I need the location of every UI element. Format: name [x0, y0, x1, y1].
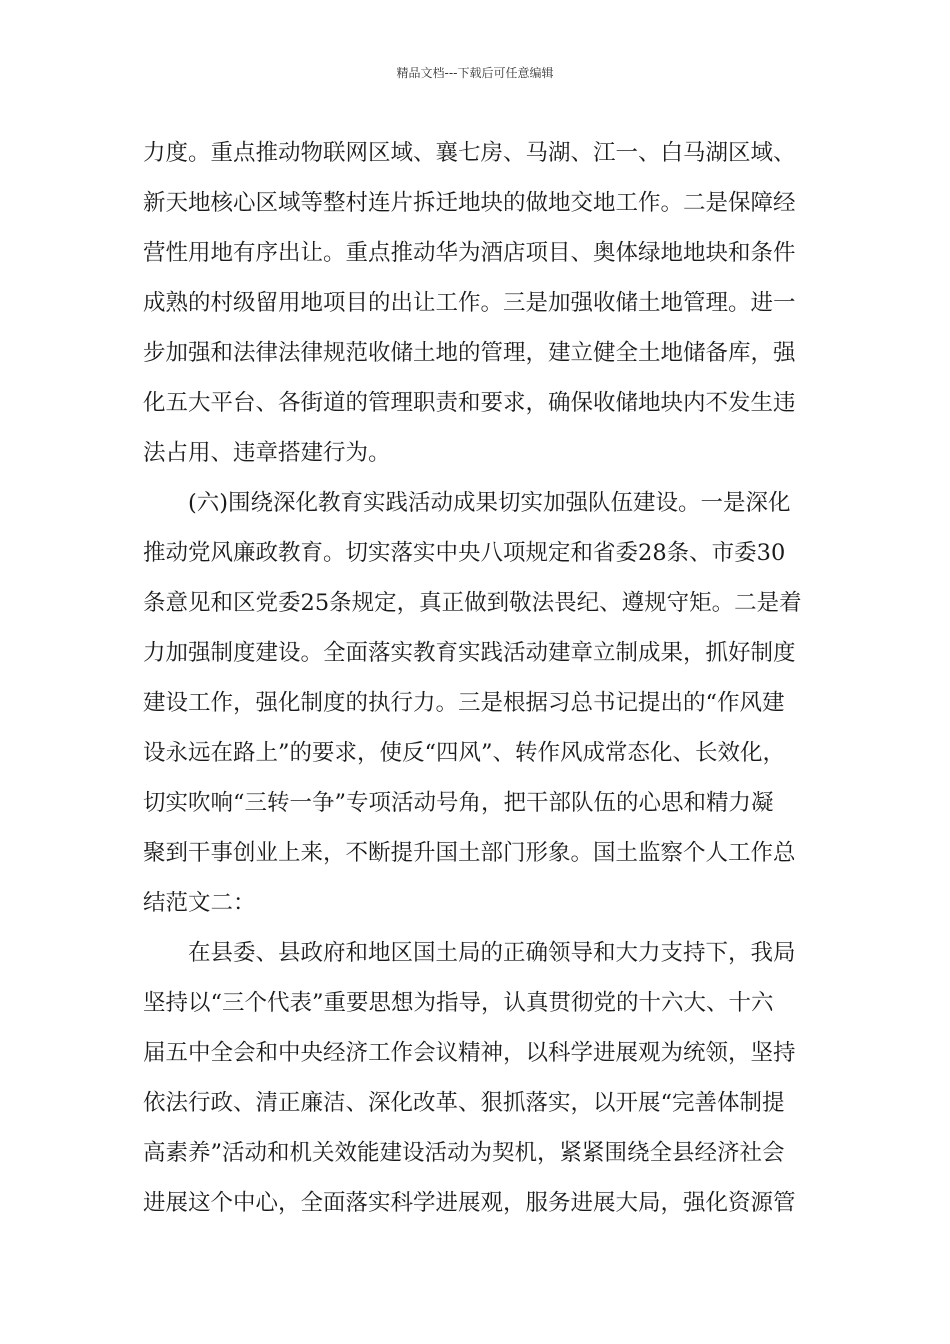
text-line: 营性用地有序出让。重点推动华为酒店项目、奥体绿地地块和条件 [143, 240, 796, 266]
text-line: 成熟的村级留用地项目的出让工作。三是加强收储土地管理。进一 [143, 290, 796, 316]
text-line: 届五中全会和中央经济工作会议精神，以科学进展观为统领，坚持 [143, 1040, 796, 1066]
text-line: 新天地核心区域等整村连片拆迁地块的做地交地工作。二是保障经 [143, 190, 796, 216]
text-line: 条意见和区党委25条规定，真正做到敬法畏纪、遵规守矩。二是着 [143, 590, 802, 616]
text-line: 聚到干事创业上来，不断提升国土部门形象。国土监察个人工作总 [143, 840, 796, 866]
text-line: 建设工作，强化制度的执行力。三是根据习总书记提出的“作风建 [143, 690, 785, 716]
text-line: 进展这个中心，全面落实科学进展观，服务进展大局，强化资源管 [143, 1190, 796, 1216]
text-line: 力度。重点推动物联网区域、襄七房、马湖、江一、白马湖区域、 [143, 140, 796, 166]
text-line: 结范文二： [143, 890, 256, 916]
page-header: 精品文档---下载后可任意编辑 [396, 66, 554, 80]
text-line: 在县委、县政府和地区国土局的正确领导和大力支持下，我局 [143, 940, 796, 966]
text-line: (六)围绕深化教育实践活动成果切实加强队伍建设。一是深化 [143, 490, 791, 516]
text-line: 设永远在路上”的要求，使反“四风”、转作风成常态化、长效化， [143, 740, 786, 766]
text-line: 力加强制度建设。全面落实教育实践活动建章立制成果，抓好制度 [143, 640, 796, 666]
text-line: 推动党风廉政教育。切实落实中央八项规定和省委28条、市委30 [143, 540, 786, 566]
text-line: 高素养”活动和机关效能建设活动为契机，紧紧围绕全县经济社会 [143, 1140, 785, 1166]
document-body [143, 128, 809, 1228]
text-line: 切实吹响“三转一争”专项活动号角，把干部队伍的心思和精力凝 [143, 790, 774, 816]
text-line: 依法行政、清正廉洁、深化改革、狠抓落实，以开展“完善体制提 [143, 1090, 785, 1116]
text-line: 化五大平台、各街道的管理职责和要求，确保收储地块内不发生违 [143, 390, 796, 416]
text-line: 坚持以“三个代表”重要思想为指导，认真贯彻党的十六大、十六 [143, 990, 774, 1016]
text-line: 步加强和法律法律规范收储土地的管理，建立健全土地储备库，强 [143, 340, 796, 366]
text-line: 法占用、违章搭建行为。 [143, 440, 391, 466]
